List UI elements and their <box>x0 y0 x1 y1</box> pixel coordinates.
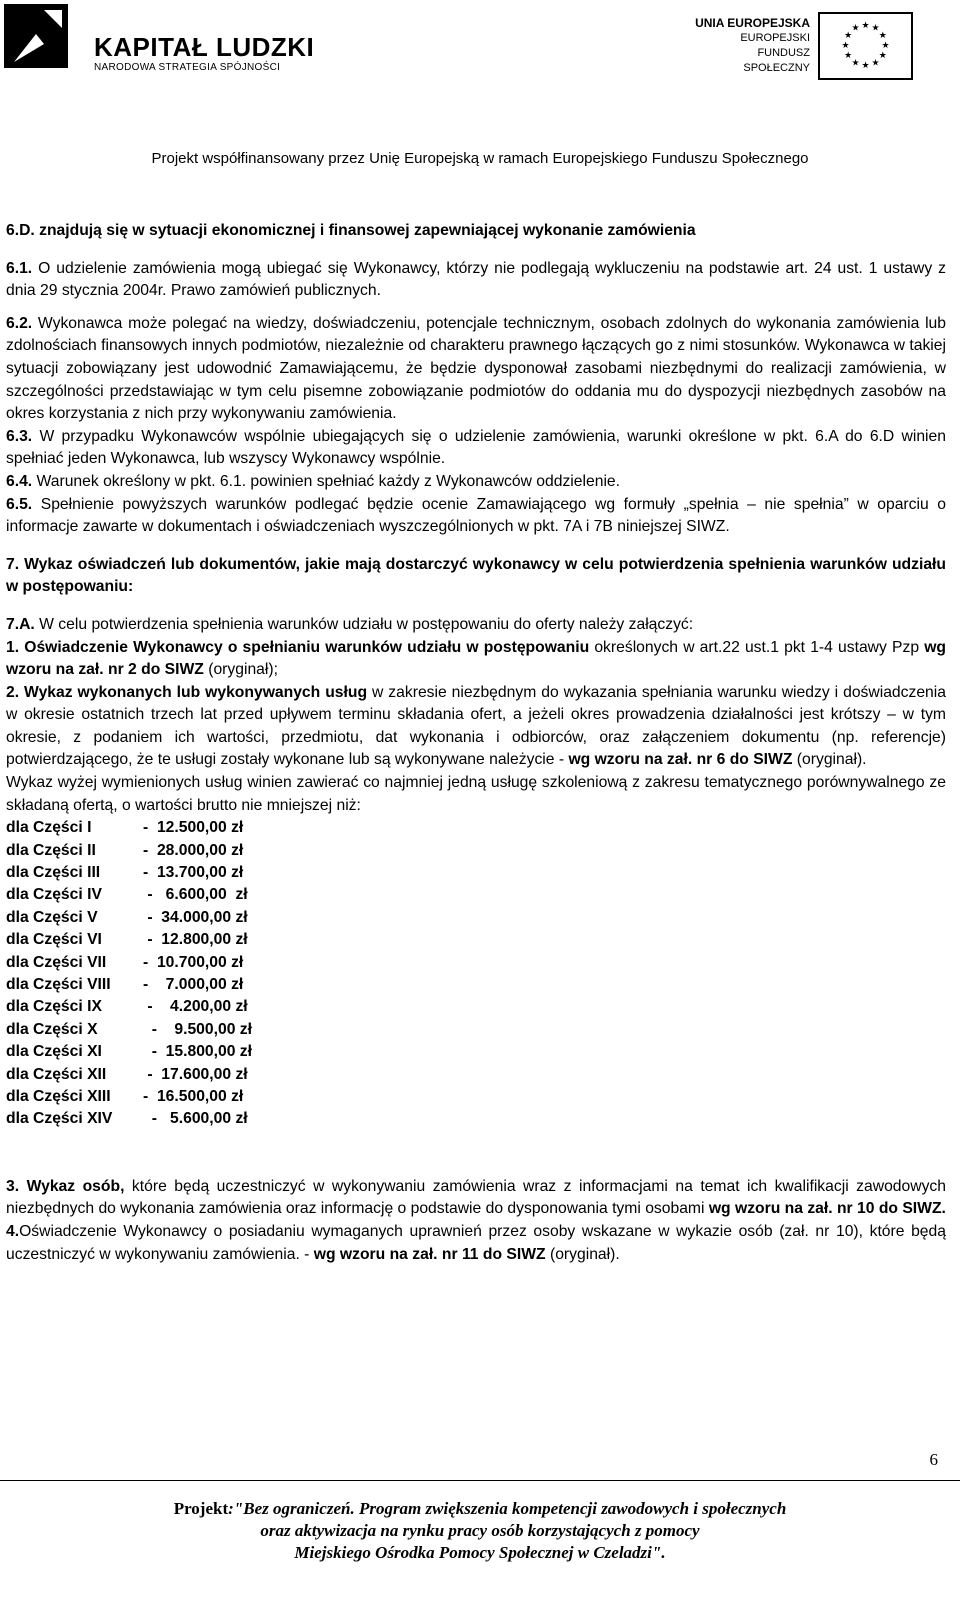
price-value: - 9.500,00 zł <box>143 1020 253 1038</box>
price-part: dla Części III <box>6 864 101 882</box>
paragraph-6-3-text: W przypadku Wykonawców wspólnie ubiegających się o udzielenie zamówienia, warunki określone w pkt. 6.A do 6.D winien spełniać jeden Wykonawca, lub wszyscy Wykonawcy wspólnie. <box>6 427 946 468</box>
footer <box>0 1498 960 1564</box>
svg-text:★: ★ <box>861 61 870 71</box>
paragraph-6-1-text: O udzielenie zamówienia mogą ubiegać się Wykonawcy, którzy nie podlegają wykluczeniu na podstawie art. 24 ust. 1 ustawy z dnia 29 stycznia 2004r. Prawo zamówień publicznych. <box>6 259 946 300</box>
price-part: dla Części VI <box>6 931 102 949</box>
item-3-form-ref: wg wzoru na zał. nr 10 do SIWZ. <box>708 1200 946 1218</box>
paragraph-6-5 <box>6 494 946 539</box>
section-7-heading: 7. Wykaz oświadczeń lub dokumentów, jakie mają dostarczyć wykonawcy w celu potwierdzenia spełnienia warunków udziału w postępowaniu: <box>6 555 946 596</box>
paragraph-6-2 <box>6 313 946 426</box>
item-1-end: (oryginał); <box>203 661 278 679</box>
svg-text:★: ★ <box>871 58 880 69</box>
svg-text:★: ★ <box>878 51 887 61</box>
footer-project-label: Projekt <box>173 1499 229 1518</box>
price-row <box>6 1041 946 1063</box>
eu-line3: FUNDUSZ SPOŁECZNY <box>743 47 810 74</box>
price-part: dla Części XII <box>6 1065 107 1083</box>
price-value: - 10.700,00 zł <box>143 953 244 971</box>
page-number: 6 <box>929 1450 938 1469</box>
price-value: - 16.500,00 zł <box>143 1087 244 1105</box>
price-value: - 12.500,00 zł <box>143 819 244 837</box>
price-row <box>6 817 946 839</box>
item-2-form-ref: wg wzoru na zał. nr 6 do SIWZ <box>568 751 793 769</box>
price-row <box>6 840 946 862</box>
item-2-title: 2. Wykaz wykonanych lub wykonywanych usług <box>6 683 368 701</box>
paragraph-6-4 <box>6 471 946 494</box>
price-part: dla Części IX <box>6 998 102 1016</box>
svg-text:★: ★ <box>844 51 853 61</box>
price-value: - 28.000,00 zł <box>143 841 244 859</box>
price-part: dla Części VII <box>6 953 107 971</box>
svg-text:★: ★ <box>841 41 850 51</box>
price-part: dla Części I <box>6 819 92 837</box>
price-row <box>6 1019 946 1041</box>
price-value: - 15.800,00 zł <box>143 1043 253 1061</box>
price-row <box>6 1086 946 1108</box>
price-row <box>6 974 946 996</box>
paragraph-6-5-number: 6.5. <box>6 495 33 513</box>
kl-logo-mark <box>4 4 68 68</box>
price-value: - 34.000,00 zł <box>143 908 248 926</box>
item-4-form-ref: wg wzoru na zał. nr 11 do SIWZ <box>313 1245 546 1263</box>
price-value: - 17.600,00 zł <box>143 1065 248 1083</box>
paragraph-6-2-text: Wykonawca może polegać na wiedzy, doświadczeniu, potencjale technicznym, osobach zdolnych do wykonania zamówienia lub zdolnościach finansowych innych podmiotów, niezależnie od charakteru prawnego łączących go z nimi stosunków. Wykonawca w takiej sytuacji zobowiązany jest udowodnić Zamawiającemu, że będzie dysponował zasobami niezbędnymi do realizacji zamówienia, w szczególności przedstawiając w tym celu pisemne zobowiązanie podmiotów do oddania mu do dyspozycji niezbędnych zasobów na okres korzystania z nich przy wykonywaniu zamówienia. <box>6 314 946 423</box>
eu-stars-icon <box>820 14 911 78</box>
paragraph-6-4-text: Warunek określony w pkt. 6.1. powinien spełniać każdy z Wykonawców oddzielenie. <box>32 472 621 490</box>
kl-title: KAPITAŁ LUDZKI <box>94 32 315 62</box>
svg-text:★: ★ <box>861 21 870 31</box>
price-list <box>6 817 946 1130</box>
price-part: dla Części V <box>6 908 98 926</box>
footer-project-title: :"Bez ograniczeń. Program zwiększenia kompetencji zawodowych i społecznych <box>228 1499 787 1518</box>
price-part: dla Części XIV <box>6 1110 113 1128</box>
paragraph-6-2-number: 6.2. <box>6 314 33 332</box>
price-row <box>6 1064 946 1086</box>
svg-text:★: ★ <box>851 23 860 34</box>
item-4-number: 4. <box>6 1222 20 1240</box>
item-1-form-ref: wg wzoru na zał. nr 2 do SIWZ <box>6 638 946 679</box>
price-value: - 5.600,00 zł <box>143 1110 248 1128</box>
footer-line1 <box>0 1498 960 1520</box>
svg-text:★: ★ <box>851 58 860 69</box>
item-2-end: (oryginał). <box>792 751 867 769</box>
eu-logo-text <box>690 16 810 76</box>
price-row <box>6 862 946 884</box>
eu-flag-icon <box>818 12 913 80</box>
footer-line3: Miejskiego Ośrodka Pomocy Społecznej w Czeladzi". <box>294 1543 666 1562</box>
price-part: dla Części XI <box>6 1043 102 1061</box>
kl-subtitle: NARODOWA STRATEGIA SPÓJNOŚCI <box>94 62 281 73</box>
services-requirement: Wykaz wyżej wymienionych usług winien zawierać co najmniej jedną usługę szkoleniową z zakresu tematycznego porównywalnego ze składaną ofertą, o wartości brutto nie mniejszej niż: <box>6 774 946 814</box>
price-value: - 13.700,00 zł <box>143 864 244 882</box>
item-1 <box>6 637 946 682</box>
svg-text:★: ★ <box>871 23 880 34</box>
price-row <box>6 952 946 974</box>
item-1-title: 1. Oświadczenie Wykonawcy o spełnianiu warunków udziału w postępowaniu <box>6 638 590 656</box>
footer-line2: oraz aktywizacja na rynku pracy osób korzystających z pomocy <box>260 1521 700 1540</box>
item-1-text: określonych w art.22 ust.1 pkt 1-4 ustawy Pzp <box>589 638 925 656</box>
price-part: dla Części X <box>6 1020 98 1038</box>
price-row <box>6 907 946 929</box>
paragraph-6-5-text: Spełnienie powyższych warunków podlegać będzie ocenie Zamawiającego wg formuły „spełnia – nie spełnia” w oparciu o informacje zawarte w dokumentach i oświadczeniach wyszczególnionych w pkt. 7A i 7B niniejszej SIWZ. <box>6 495 946 536</box>
price-part: dla Części IV <box>6 886 102 904</box>
price-value: - 7.000,00 zł <box>143 975 244 993</box>
item-4 <box>6 1221 946 1266</box>
price-row <box>6 996 946 1018</box>
price-part: dla Części VIII <box>6 975 111 993</box>
cofinance-line: Projekt współfinansowany przez Unię Europejską w ramach Europejskiego Funduszu Społecznego <box>151 150 809 167</box>
svg-text:★: ★ <box>878 31 887 41</box>
price-value: - 4.200,00 zł <box>143 998 248 1016</box>
item-3 <box>6 1176 946 1221</box>
paragraph-6-3-number: 6.3. <box>6 427 33 445</box>
eu-logo <box>690 12 920 92</box>
price-row <box>6 884 946 906</box>
item-3-title: 3. Wykaz osób, <box>6 1177 125 1195</box>
item-4-text: Oświadczenie Wykonawcy o posiadaniu wymaganych uprawnień przez osoby wskazane w wykazie osób (zał. nr 10), które będą uczestniczyć w wykonywaniu zamówienia. - <box>6 1222 946 1263</box>
paragraph-7a-number: 7.A. <box>6 615 35 633</box>
price-row <box>6 929 946 951</box>
eu-line1: UNIA EUROPEJSKA <box>695 16 810 30</box>
paragraph-6-4-number: 6.4. <box>6 472 33 490</box>
section-6d-heading: 6.D. znajdują się w sytuacji ekonomicznej i finansowej zapewniającej wykonanie zamówienia <box>6 222 696 239</box>
price-row <box>6 1108 946 1130</box>
paragraph-7a <box>6 614 946 637</box>
eu-line2: EUROPEJSKI <box>740 32 810 44</box>
item-2-text: w zakresie niezbędnym do wykazania spełniania warunku wiedzy i doświadczenia w okresie ostatnich trzech lat przed upływem terminu składania ofert, a jeżeli okres prowadzenia działalności jest krótszy – w tym okresie, z podaniem ich wartości, przedmiotu, dat wykonania i odbiorców, oraz załączeniem dokumentu (np. referencje) potwierdzającego, że te usługi zostały wykonane lub są wykonywane należycie - <box>6 683 946 769</box>
price-value: - 12.800,00 zł <box>143 931 248 949</box>
paragraph-6-1-number: 6.1. <box>6 259 33 277</box>
document-body <box>6 220 946 1266</box>
kapital-ludzki-logo <box>4 4 315 94</box>
item-4-end: (oryginał). <box>545 1245 620 1263</box>
item-2 <box>6 682 946 772</box>
paragraph-7a-text: W celu potwierdzenia spełnienia warunków udziału w postępowaniu do oferty należy załączyć: <box>34 615 694 633</box>
footer-divider <box>0 1480 960 1481</box>
item-3-text: które będą uczestniczyć w wykonywaniu zamówienia wraz z informacjami na temat ich kwalifikacji zawodowych niezbędnych do wykonania zamówienia oraz informację o podstawie do dysponowania tymi osobami <box>6 1177 946 1218</box>
price-value: - 6.600,00 zł <box>143 886 248 904</box>
svg-text:★: ★ <box>881 41 890 51</box>
price-part: dla Części XIII <box>6 1087 111 1105</box>
paragraph-6-1 <box>6 258 946 303</box>
paragraph-6-3 <box>6 426 946 471</box>
header-logos <box>0 0 960 115</box>
svg-text:★: ★ <box>844 31 853 41</box>
price-part: dla Części II <box>6 841 96 859</box>
